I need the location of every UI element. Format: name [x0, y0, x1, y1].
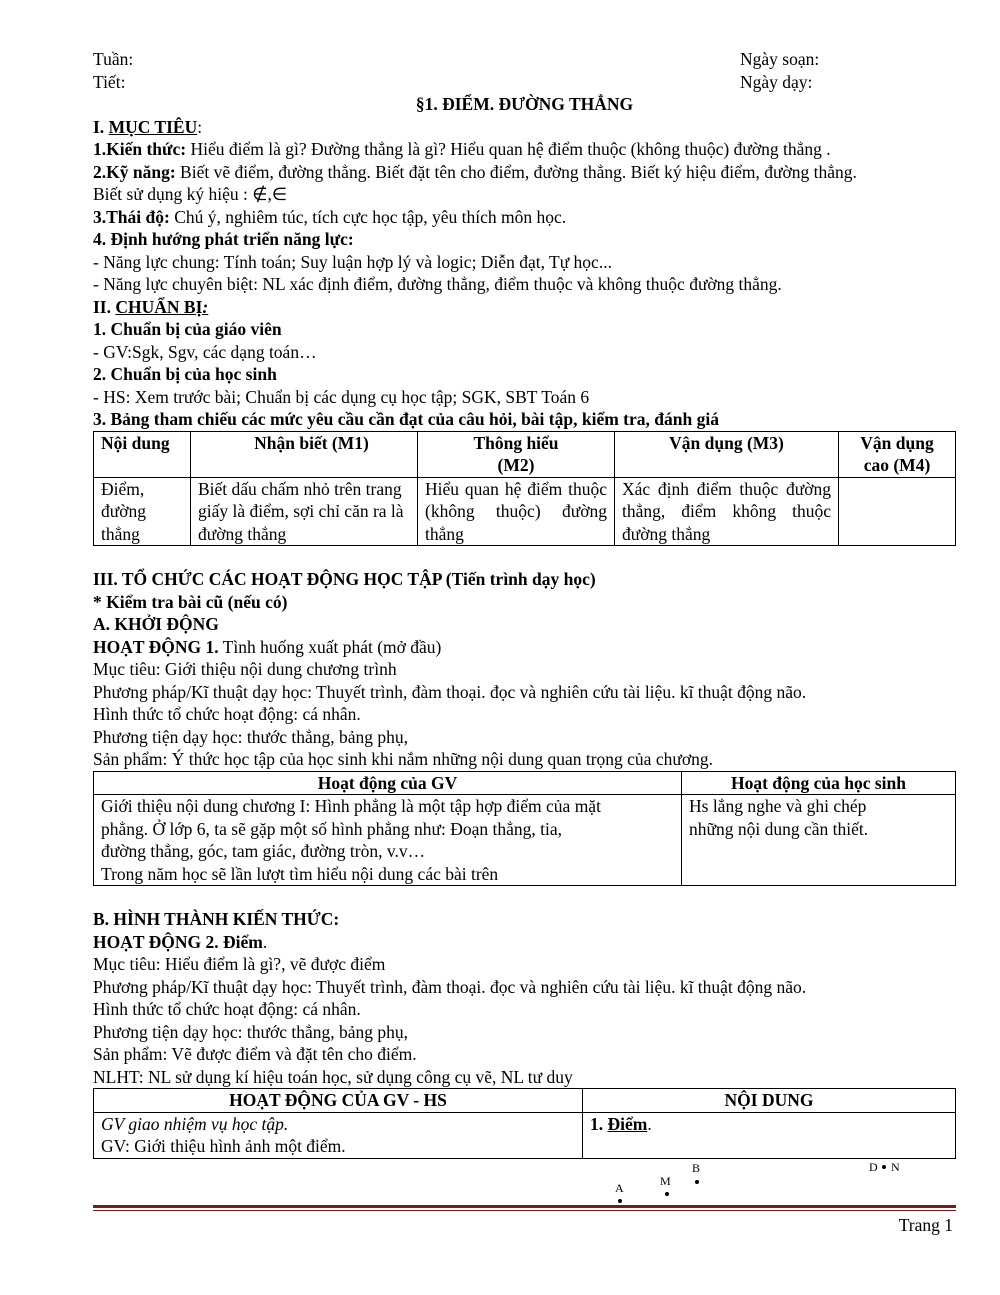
competence-heading: 4. Định hướng phát triển năng lực: [93, 229, 354, 249]
table-header-row [94, 771, 956, 795]
competence-general: - Năng lực chung: Tính toán; Suy luận hợp lý và logic; Diễn đạt, Tự học... [93, 251, 612, 272]
skill-objective-cont: Biết sử dụng ký hiệu : ∉,∈ [93, 184, 288, 204]
table-cell: Xác định điểm thuộc đường thẳng, điểm không thuộc đường thẳng [615, 477, 839, 546]
table-cell: Hiểu quan hệ điểm thuộc (không thuộc) đường thẳng [418, 477, 615, 546]
header-row-1 [93, 48, 956, 71]
gv-hs-activity-cell: GV giao nhiệm vụ học tập. GV: Giới thiệu hình ảnh một điểm. [94, 1112, 583, 1158]
competence-specific: - Năng lực chuyên biệt: NL xác định điểm, đường thẳng, điểm thuộc và không thuộc đường thẳng. [93, 274, 782, 294]
activity1-tools: Phương tiện dạy học: thước thẳng, bảng phụ, [93, 726, 408, 747]
teacher-prep-text: - GV:Sgk, Sgv, các dạng toán… [93, 341, 317, 362]
table-header-row [94, 1089, 956, 1113]
content-cell [583, 1112, 956, 1158]
knowledge-formation-heading: B. HÌNH THÀNH KIẾN THỨC: [93, 909, 340, 929]
activity1-title: HOẠT ĐỘNG 1. Tình huống xuất phát (mở đầu) [93, 636, 442, 657]
reference-table [93, 431, 956, 547]
point-heading: 1. Điểm. [590, 1113, 652, 1134]
table-cell: Điểm, đường thẳng [94, 477, 191, 546]
point-b-dot [695, 1180, 699, 1184]
point-label-d: D [869, 1160, 878, 1174]
student-activity-cell: Hs lắng nghe và ghi chép những nội dung cần thiết. [682, 795, 956, 886]
document-page [93, 48, 956, 1159]
table-header: NỘI DUNG [583, 1089, 956, 1113]
start-heading: A. KHỞI ĐỘNG [93, 614, 219, 634]
activity1-goal: Mục tiêu: Giới thiệu nội dung chương trình [93, 659, 397, 679]
table-header: Hoạt động của học sinh [682, 771, 956, 795]
check-old-lesson: * Kiểm tra bài cũ (nếu có) [93, 591, 288, 612]
preparation-heading: II. CHUẨN BỊ: [93, 296, 209, 317]
activity2-method: Phương pháp/Kĩ thuật dạy học: Thuyết trình, đàm thoại. đọc và nghiên cứu tài liệu. kĩ thuật động não. [93, 976, 807, 997]
table-cell: Biết dấu chấm nhỏ trên trang giấy là điểm, sợi chỉ căn ra là đường thẳng [191, 477, 418, 546]
point-label-a: A [615, 1181, 624, 1195]
header-row-2 [93, 71, 956, 94]
table-row [94, 1112, 956, 1158]
attitude-objective: 3.Thái độ: Chú ý, nghiêm túc, tích cực học tập, yêu thích môn học. [93, 206, 567, 227]
week-label: Tuần: [93, 49, 134, 69]
table-header: Thông hiểu (M2) [418, 431, 615, 477]
activity1-product: Sản phẩm: Ý thức học tập của học sinh khi nắm những nội dung quan trọng của chương. [93, 749, 713, 769]
knowledge-objective: 1.Kiến thức: Hiểu điểm là gì? Đường thẳng là gì? Hiểu quan hệ điểm thuộc (không thuộc) đường thẳng . [93, 139, 831, 159]
skill-objective: 2.Kỹ năng: Biết vẽ điểm, đường thẳng. Biết đặt tên cho điểm, đường thẳng. Biết ký hiệu điểm, đường thẳng. [93, 161, 857, 182]
footer-rule-thin [93, 1210, 956, 1211]
point-dn-dot [882, 1165, 886, 1169]
point-a-dot [618, 1199, 622, 1203]
table-header: Vận dụng (M3) [615, 431, 839, 477]
activity2-form: Hình thức tổ chức hoạt động: cá nhân. [93, 999, 361, 1019]
activity2-title: HOẠT ĐỘNG 2. Điểm. [93, 931, 268, 952]
objectives-heading: I. MỤC TIÊU: [93, 116, 203, 137]
student-prep-text: - HS: Xem trước bài; Chuẩn bị các dụng cụ học tập; SGK, SBT Toán 6 [93, 386, 590, 407]
table-header: Hoạt động của GV [94, 771, 682, 795]
reference-table-heading: 3. Bảng tham chiếu các mức yêu cầu cần đạt của câu hỏi, bài tập, kiểm tra, đánh giá [93, 409, 719, 429]
activity1-method: Phương pháp/Kĩ thuật dạy học: Thuyết trình, đàm thoại. đọc và nghiên cứu tài liệu. kĩ thuật động não. [93, 681, 807, 702]
student-prep-heading: 2. Chuẩn bị của học sinh [93, 364, 277, 384]
table-cell [839, 477, 956, 546]
table-row [94, 477, 956, 546]
point-label-m: M [660, 1174, 671, 1188]
page-number: Trang 1 [898, 1215, 953, 1235]
point-label-b: B [692, 1161, 701, 1175]
table-header: Nhận biết (M1) [191, 431, 418, 477]
teacher-activity-cell: Giới thiệu nội dung chương I: Hình phẳng là một tập hợp điểm của mặt phẳng. Ở lớp 6, ta sẽ gặp một số hình phẳng như: Đoạn thẳng, tia, đường thẳng, góc, tam giác, đường tròn, v.v… Trong năm học sẽ lần lượt tìm hiểu nội dung các bài trên [94, 795, 682, 886]
activity2-table [93, 1088, 956, 1159]
activity2-goal: Mục tiêu: Hiểu điểm là gì?, vẽ được điểm [93, 954, 386, 974]
table-header: HOẠT ĐỘNG CỦA GV - HS [94, 1089, 583, 1113]
prep-date-label: Ngày soạn: [740, 49, 820, 69]
lesson-title: §1. ĐIỂM. ĐƯỜNG THẲNG [415, 94, 634, 114]
activity2-nlht: NLHT: NL sử dụng kí hiệu toán học, sử dụng công cụ vẽ, NL tư duy [93, 1066, 573, 1087]
table-header: Vận dụng cao (M4) [839, 431, 956, 477]
point-label-n: N [891, 1160, 900, 1174]
activity1-table [93, 771, 956, 887]
footer-rule [93, 1205, 956, 1208]
activity1-form: Hình thức tổ chức hoạt động: cá nhân. [93, 704, 361, 724]
section3-heading: III. TỔ CHỨC CÁC HOẠT ĐỘNG HỌC TẬP (Tiến trình dạy học) [93, 569, 596, 589]
table-header-row [94, 431, 956, 477]
point-m-dot [665, 1192, 669, 1196]
table-row [94, 795, 956, 886]
activity2-tools: Phương tiện dạy học: thước thẳng, bảng phụ, [93, 1021, 408, 1042]
teach-date-label: Ngày dạy: [740, 71, 813, 92]
period-label: Tiết: [93, 71, 126, 92]
activity2-product: Sản phẩm: Vẽ được điểm và đặt tên cho điểm. [93, 1044, 417, 1064]
teacher-prep-heading: 1. Chuẩn bị của giáo viên [93, 319, 282, 339]
table-header: Nội dung [94, 431, 191, 477]
